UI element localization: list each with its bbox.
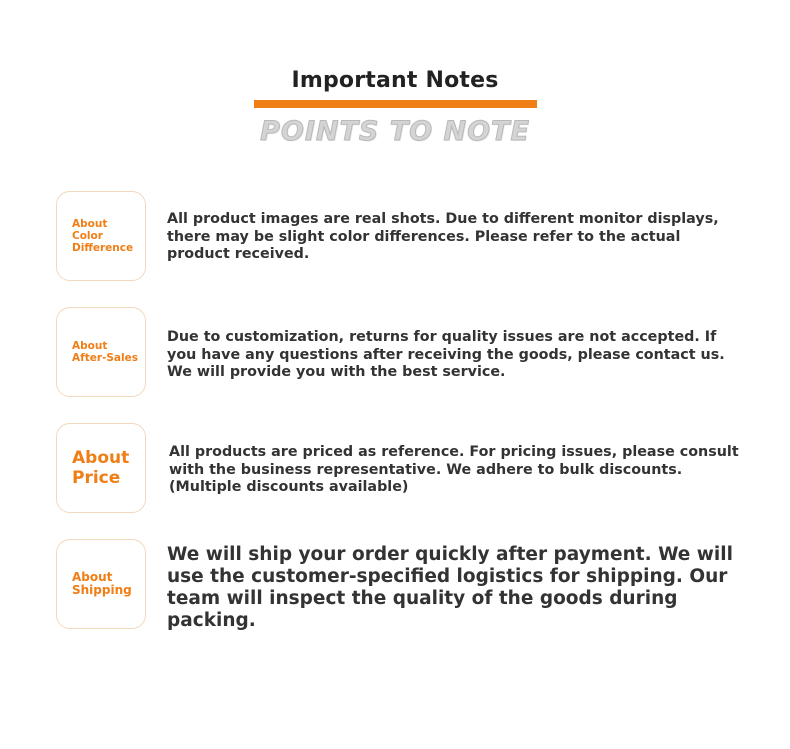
note-label-shipping: About Shipping (72, 570, 132, 597)
note-badge-price (56, 423, 146, 513)
note-badge-color-difference (56, 191, 146, 281)
note-label-after-sales: About After-Sales (72, 340, 138, 364)
note-label-price: About Price (72, 448, 130, 488)
note-text-price: All products are priced as reference. For pricing issues, please consult with the business representative. We adhere to bulk discounts. (Multiple discounts available) (169, 444, 739, 495)
page-title: Important Notes (291, 68, 499, 93)
title-underline-bar (254, 100, 537, 108)
note-badge-after-sales (56, 307, 146, 397)
note-text-after-sales: Due to customization, returns for quality issues are not accepted. If you have any questions after receiving the goods, please contact us. We will provide you with the best service. (167, 329, 725, 380)
note-text-shipping: We will ship your order quickly after payment. We will use the customer-specified logistics for shipping. Our team will inspect the quality of the goods during packing. (167, 544, 733, 631)
note-text-color-difference: All product images are real shots. Due to different monitor displays, there may be slight color differences. Please refer to the actual product received. (167, 211, 719, 262)
note-label-color-difference: About Color Difference (72, 218, 134, 254)
note-badge-shipping (56, 539, 146, 629)
page-subtitle: POINTS TO NOTE (260, 116, 530, 147)
